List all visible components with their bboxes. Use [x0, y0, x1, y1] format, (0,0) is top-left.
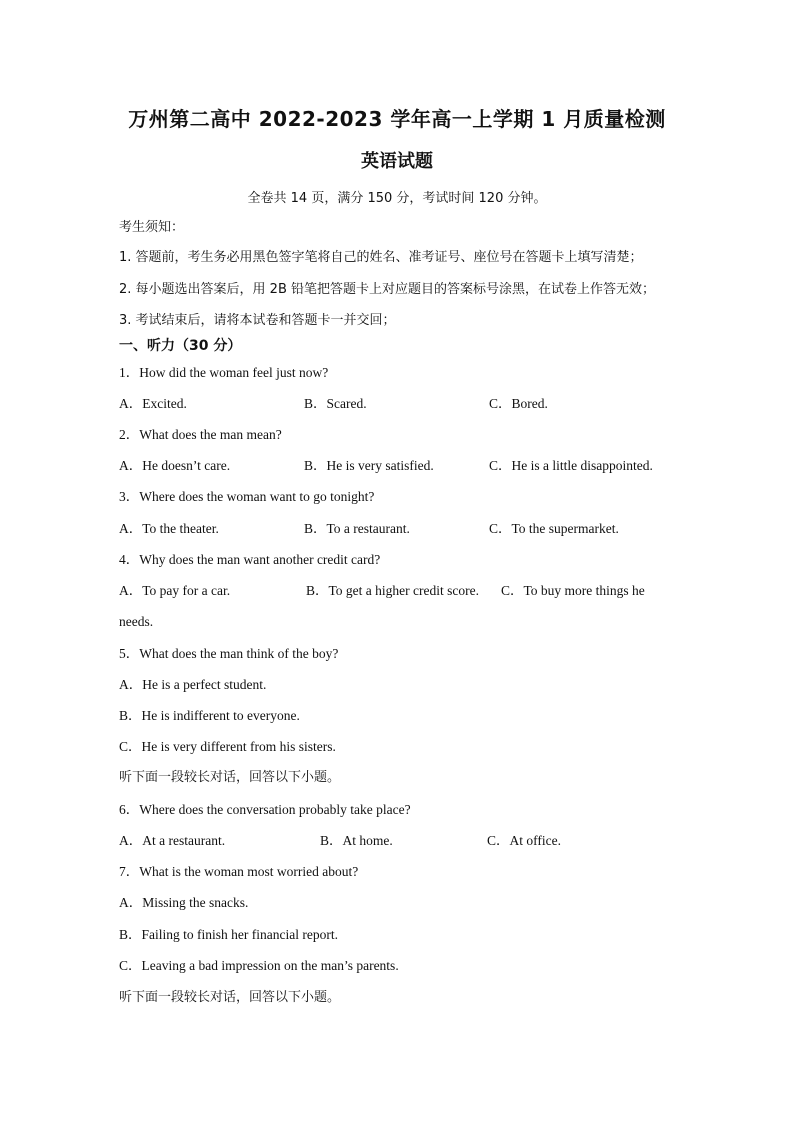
section-heading: 一、听力（30 分）: [119, 338, 242, 354]
option-c: C．Bored.: [489, 396, 548, 411]
option-b: B．At home.: [320, 833, 393, 848]
option-b: B．Failing to finish her financial report.: [119, 927, 338, 942]
option-b: B．To a restaurant.: [304, 521, 410, 536]
question-stem: 1．How did the woman feel just now?: [119, 365, 329, 380]
option-c: C．He is very different from his sisters.: [119, 739, 336, 754]
option-a: A．He doesn’t care.: [119, 458, 231, 473]
option-b: B．He is indifferent to everyone.: [119, 708, 300, 723]
option-c: C．To the supermarket.: [489, 521, 619, 536]
exam-info: 全卷共 14 页，满分 150 分，考试时间 120 分钟。: [247, 191, 547, 206]
option-b: B．To get a higher credit score.: [306, 583, 479, 598]
question-stem: 3．Where does the woman want to go tonight?: [119, 489, 375, 504]
question-stem: 2．What does the man mean?: [119, 427, 282, 442]
option-a: A．He is a perfect student.: [119, 677, 267, 692]
option-b: B．Scared.: [304, 396, 367, 411]
exam-subtitle: 英语试题: [361, 151, 433, 172]
notice-item-2: 2. 每小题选出答案后，用 2B 铅笔把答题卡上对应题目的答案标号涂黑，在试卷上作答无效；: [119, 282, 655, 297]
question-stem: 5．What does the man think of the boy?: [119, 646, 339, 661]
option-a: A．Missing the snacks.: [119, 895, 249, 910]
notice-heading: 考生须知：: [119, 220, 185, 235]
option-a: A．Excited.: [119, 396, 187, 411]
question-stem: 7．What is the woman most worried about?: [119, 864, 359, 879]
option-c: C．To buy more things he: [501, 583, 645, 598]
option-a: A．To the theater.: [119, 521, 219, 536]
instruction-line: 听下面一段较长对话，回答以下小题。: [119, 770, 341, 785]
option-a: A．To pay for a car.: [119, 583, 231, 598]
notice-item-3: 3. 考试结束后，请将本试卷和答题卡一并交回；: [119, 313, 396, 328]
question-stem: 4．Why does the man want another credit card?: [119, 552, 381, 567]
option-c-continued: needs.: [119, 614, 154, 629]
exam-title: 万州第二高中 2022-2023 学年高一上学期 1 月质量检测: [128, 107, 666, 131]
notice-item-1: 1. 答题前，考生务必用黑色签字笔将自己的姓名、准考证号、座位号在答题卡上填写清楚；: [119, 250, 643, 265]
option-a: A．At a restaurant.: [119, 833, 226, 848]
instruction-line: 听下面一段较长对话，回答以下小题。: [119, 990, 341, 1005]
option-c: C．At office.: [487, 833, 561, 848]
question-stem: 6．Where does the conversation probably take place?: [119, 802, 411, 817]
option-c: C．He is a little disappointed.: [489, 458, 653, 473]
option-b: B．He is very satisfied.: [304, 458, 434, 473]
option-c: C．Leaving a bad impression on the man’s parents.: [119, 958, 399, 973]
